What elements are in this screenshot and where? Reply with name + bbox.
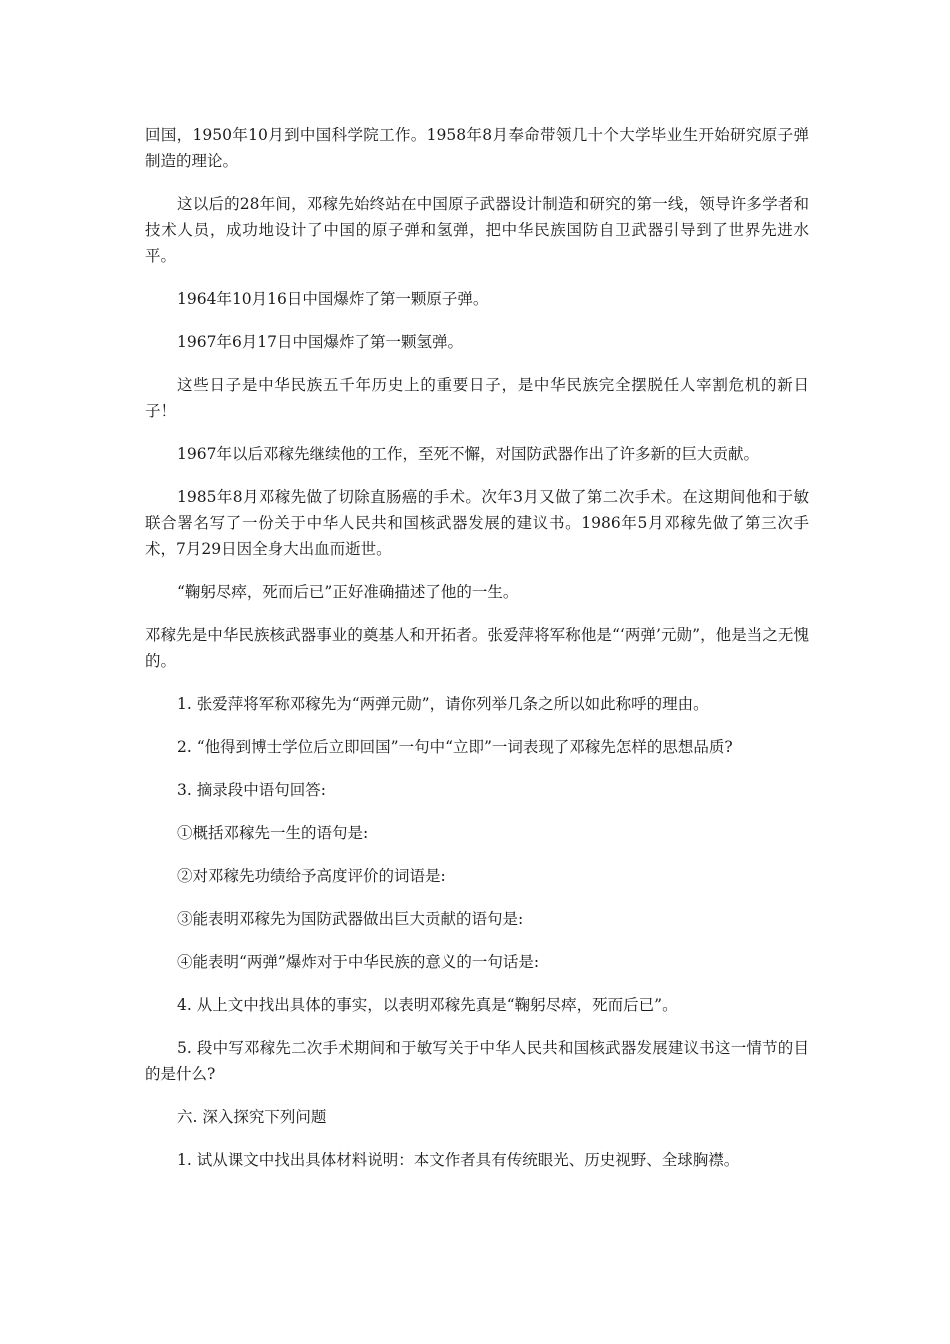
question-3-item-4: ④能表明“两弹”爆炸对于中华民族的意义的一句话是:: [177, 953, 540, 971]
question-2: 2. “他得到博士学位后立即回国”一句中“立即”一词表现了邓稼先怎样的思想品质?: [177, 738, 733, 756]
paragraph-4: 1967年6月17日中国爆炸了第一颗氢弹。: [177, 333, 464, 351]
question-4: 4. 从上文中找出具体的事实，以表明邓稼先真是“鞠躬尽瘁，死而后已”。: [177, 996, 678, 1014]
paragraph-5: 这些日子是中华民族五千年历史上的重要日子，是中华民族完全摆脱任人宰割危机的新日子！: [145, 376, 809, 420]
paragraph-8: “鞠躬尽瘁，死而后已”正好准确描述了他的一生。: [177, 583, 519, 601]
paragraph-6: 1967年以后邓稼先继续他的工作，至死不懈，对国防武器作出了许多新的巨大贡献。: [177, 445, 759, 463]
question-3-item-3: ③能表明邓稼先为国防武器做出巨大贡献的语句是:: [177, 910, 524, 928]
question-3-item-1: ①概括邓稼先一生的语句是:: [177, 824, 369, 842]
section-heading: 六. 深入探究下列问题: [177, 1108, 327, 1126]
question-3: 3. 摘录段中语句回答:: [177, 781, 326, 799]
question-5: 5. 段中写邓稼先二次手术期间和于敏写关于中华人民共和国核武器发展建议书这一情节的目的是什么?: [145, 1039, 809, 1083]
question-1: 1. 张爱萍将军称邓稼先为“两弹元勋”，请你列举几条之所以如此称呼的理由。: [177, 695, 709, 713]
section-question-1: 1. 试从课文中找出具体材料说明：本文作者具有传统眼光、历史视野、全球胸襟。: [177, 1151, 740, 1169]
paragraph-3: 1964年10月16日中国爆炸了第一颗原子弹。: [177, 290, 489, 308]
paragraph-1: 回国，1950年10月到中国科学院工作。1958年8月奉命带领几十个大学毕业生开始研究原子弹制造的理论。: [145, 126, 809, 170]
paragraph-7: 1985年8月邓稼先做了切除直肠癌的手术。次年3月又做了第二次手术。在这期间他和于敏联合署名写了一份关于中华人民共和国核武器发展的建议书。1986年5月邓稼先做了第三次手术，7月29日因全身大出血而逝世。: [145, 488, 809, 558]
paragraph-2: 这以后的28年间，邓稼先始终站在中国原子武器设计制造和研究的第一线，领导许多学者和技术人员，成功地设计了中国的原子弹和氢弹，把中华民族国防自卫武器引导到了世界先进水平。: [145, 195, 809, 265]
document-page: [145, 122, 809, 1190]
question-3-item-2: ②对邓稼先功绩给予高度评价的词语是:: [177, 867, 446, 885]
paragraph-9: 邓稼先是中华民族核武器事业的奠基人和开拓者。张爱萍将军称他是“‘两弹’元勋”，他是当之无愧的。: [145, 626, 809, 670]
